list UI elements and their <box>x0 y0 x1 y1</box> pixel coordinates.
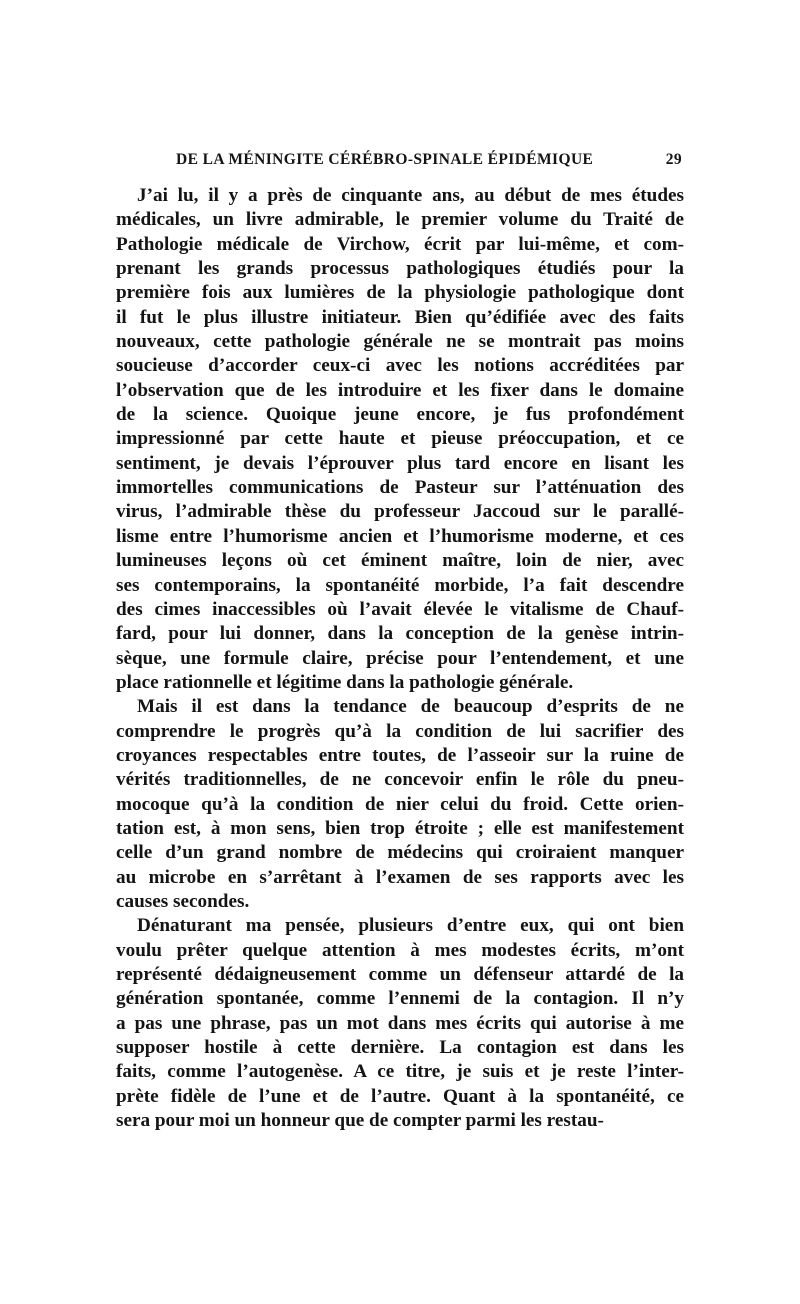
text-line: J’ai lu, il y a près de cinquante ans, au début de mes études <box>137 185 684 206</box>
text-line: médicales, un livre admirable, le premier volume du Traité de <box>116 209 684 231</box>
text-line: soucieuse d’accorder ceux-ci avec les notions accréditées par <box>116 355 684 377</box>
running-title: DE LA MÉNINGITE CÉRÉBRO-SPINALE ÉPIDÉMIQUE <box>176 151 594 168</box>
text-line: l’observation que de les introduire et les fixer dans le domaine <box>116 379 684 401</box>
text-line: au microbe en s’arrêtant à l’examen de ses rapports avec les <box>116 866 684 888</box>
text-line: sèque, une formule claire, précise pour l’entendement, et une <box>116 647 684 669</box>
text-line: représenté dédaigneusement comme un défenseur attardé de la <box>116 964 684 985</box>
text-line: première fois aux lumières de la physiologie pathologique dont <box>116 282 684 304</box>
text-line: vérités traditionnelles, de ne concevoir enfin le rôle du pneu- <box>116 769 684 791</box>
page-number: 29 <box>665 151 682 168</box>
paragraph <box>116 914 684 1133</box>
text-line: prète fidèle de l’une et de l’autre. Quant à la spontanéité, ce <box>116 1085 684 1107</box>
text-line: immortelles communications de Pasteur sur l’atténuation des <box>116 477 684 499</box>
text-line: impressionné par cette haute et pieuse préoccupation, et ce <box>116 428 684 450</box>
text-line: celle d’un grand nombre de médecins qui croiraient manquer <box>116 842 684 864</box>
text-line: faits, comme l’autogenèse. A ce titre, je suis et je reste l’inter- <box>116 1061 684 1083</box>
text-line: nouveaux, cette pathologie générale ne se montrait pas moins <box>116 331 684 353</box>
text-line: comprendre le progrès qu’à la condition de lui sacrifier des <box>116 720 684 742</box>
text-line: Dénaturant ma pensée, plusieurs d’entre eux, qui ont bien <box>137 915 684 937</box>
text-line: place rationnelle et légitime dans la pathologie générale. <box>116 671 574 693</box>
paragraph <box>116 695 684 914</box>
text-line: croyances respectables entre toutes, de l’asseoir sur la ruine de <box>116 744 684 766</box>
text-line: génération spontanée, comme l’ennemi de la contagion. Il n’y <box>116 988 684 1010</box>
running-head <box>116 151 686 175</box>
text-line: Pathologie médicale de Virchow, écrit par lui-même, et com- <box>116 233 684 255</box>
text-line: mocoque qu’à la condition de nier celui du froid. Cette orien- <box>116 793 684 815</box>
text-line: Mais il est dans la tendance de beaucoup d’esprits de ne <box>137 696 684 718</box>
text-line: lumineuses leçons où cet éminent maître, loin de nier, avec <box>116 550 684 572</box>
text-line: ses contemporains, la spontanéité morbide, l’a fait descendre <box>116 574 684 596</box>
paragraph <box>116 184 684 695</box>
text-line: sera pour moi un honneur que de compter parmi les restau- <box>116 1110 604 1132</box>
text-line: a pas une phrase, pas un mot dans mes écrits qui autorise à me <box>116 1012 684 1034</box>
text-line: prenant les grands processus pathologiques étudiés pour la <box>116 258 684 280</box>
text-line: il fut le plus illustre initiateur. Bien qu’édifiée avec des faits <box>116 306 684 328</box>
text-line: supposer hostile à cette dernière. La contagion est dans les <box>116 1037 684 1059</box>
text-line: causes secondes. <box>116 890 250 912</box>
text-line: virus, l’admirable thèse du professeur Jaccoud sur le parallé- <box>116 501 684 523</box>
text-line: de la science. Quoique jeune encore, je fus profondément <box>116 404 684 426</box>
text-line: fard, pour lui donner, dans la conception de la genèse intrin- <box>116 623 684 645</box>
text-line: tation est, à mon sens, bien trop étroite ; elle est manifestement <box>116 817 684 839</box>
text-line: voulu prêter quelque attention à mes modestes écrits, m’ont <box>116 939 684 961</box>
text-line: des cimes inaccessibles où l’avait élevée le vitalisme de Chauf- <box>116 598 684 620</box>
body-text <box>116 184 684 1133</box>
text-line: lisme entre l’humorisme ancien et l’humorisme moderne, et ces <box>116 525 684 547</box>
text-line: sentiment, je devais l’éprouver plus tard encore en lisant les <box>116 452 684 474</box>
